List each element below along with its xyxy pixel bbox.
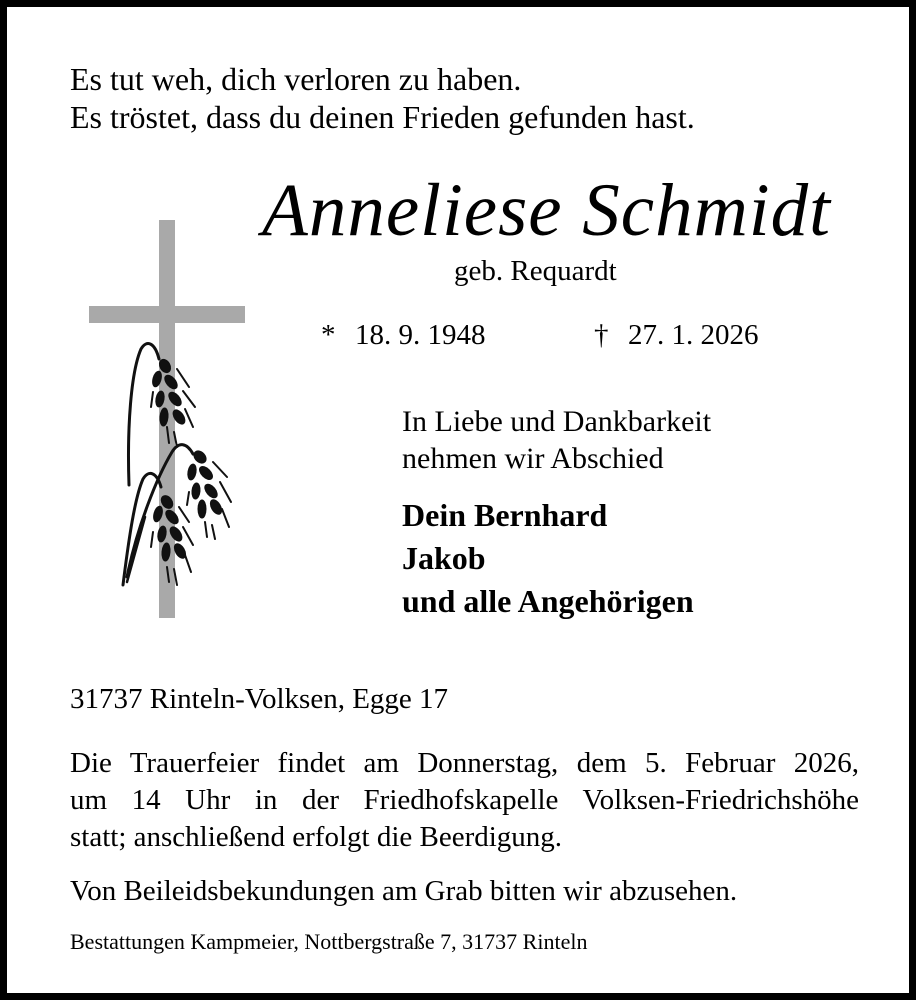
- verse-line-1: Es tut weh, dich verloren zu haben.: [70, 61, 522, 97]
- farewell-line-1: In Liebe und Dankbarkeit: [402, 405, 712, 438]
- mourner-line-2: Jakob: [402, 540, 486, 576]
- birth-star-icon: *: [321, 319, 336, 351]
- birth-date-value: 18. 9. 1948: [355, 319, 486, 351]
- cross-with-wheat-icon: [77, 207, 257, 627]
- service-line-3: statt; anschließend erfolgt die Beerdigung.: [70, 821, 563, 853]
- death-dagger-icon: †: [594, 319, 609, 351]
- verse-line-2: Es tröstet, dass du deinen Frieden gefunden hast.: [70, 99, 695, 135]
- service-line-1: Die Trauerfeier findet am Donnerstag, dem 5. Februar 2026,: [70, 747, 859, 779]
- service-line-2: um 14 Uhr in der Friedhofskapelle Volksen-Friedrichshöhe: [70, 784, 859, 816]
- death-date-value: 27. 1. 2026: [628, 319, 759, 351]
- undertaker-info: Bestattungen Kampmeier, Nottbergstraße 7, 31737 Rinteln: [70, 929, 588, 954]
- deceased-name: Anneliese Schmidt: [262, 169, 831, 252]
- cross-horizontal-bar: [89, 306, 245, 323]
- farewell-line-2: nehmen wir Abschied: [402, 442, 664, 475]
- wheat-ear-3: [123, 473, 193, 585]
- mourner-line-1: Dein Bernhard: [402, 497, 608, 533]
- condolence-note: Von Beileidsbekundungen am Grab bitten wir abzusehen.: [70, 875, 738, 907]
- funeral-service-info: [70, 745, 859, 856]
- death-date: [594, 317, 759, 353]
- birth-date: [321, 317, 486, 353]
- maiden-name: geb. Requardt: [454, 255, 617, 287]
- mourner-line-3: und alle Angehörigen: [402, 583, 694, 619]
- family-address: 31737 Rinteln-Volksen, Egge 17: [70, 683, 449, 715]
